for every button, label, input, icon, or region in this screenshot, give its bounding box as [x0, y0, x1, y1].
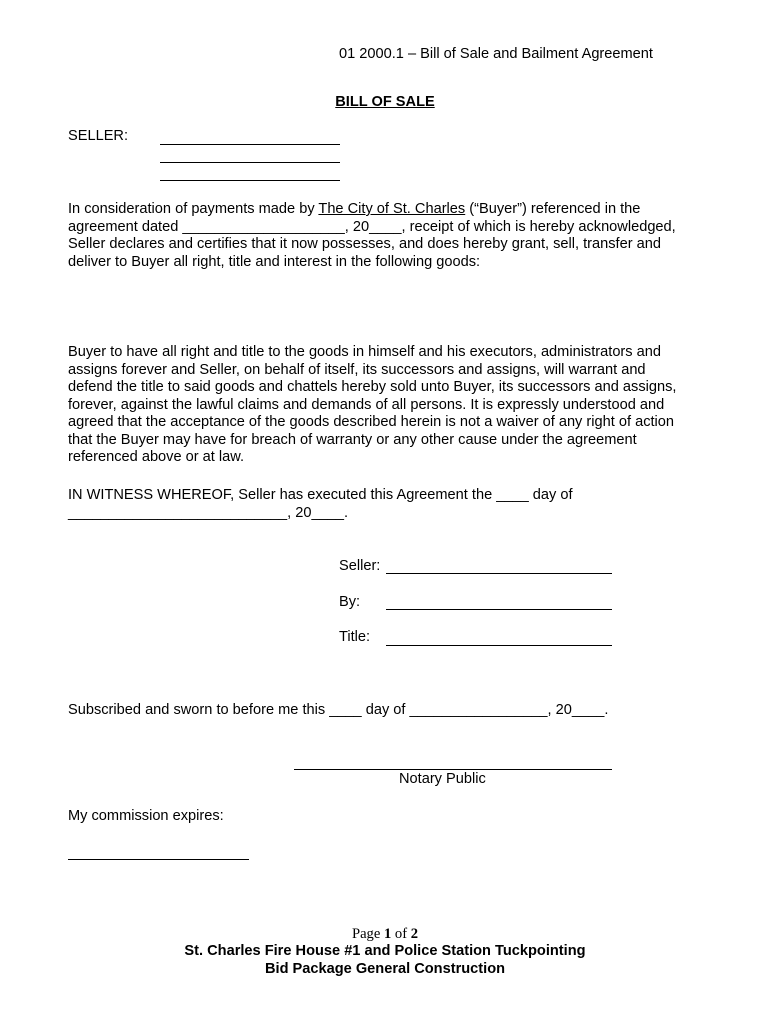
page-number: [0, 926, 770, 943]
notary-signature-line: [294, 769, 612, 770]
commission-label: My commission expires:: [68, 808, 224, 824]
paragraph-line: forever, against the lawful claims and demands of all persons. It is expressly understood and: [68, 396, 665, 413]
paragraph-line: [68, 201, 708, 219]
page-prefix: Page: [351, 926, 384, 942]
paragraph-text: (“Buyer”) referenced in the: [465, 201, 641, 217]
paragraph-text: In consideration of payments made by: [68, 201, 319, 217]
commission-line: [68, 859, 249, 860]
notary-label: Notary Public: [399, 771, 486, 787]
document-header: 01 2000.1 – Bill of Sale and Bailment Agreement: [339, 46, 653, 62]
footer-package-title: Bid Package General Construction: [264, 961, 506, 977]
signature-title-label: Title:: [339, 629, 371, 645]
paragraph-line: agreement dated ____________________, 20____, receipt of which is hereby acknowledged,: [68, 218, 676, 235]
paragraph-line: agreed that the acceptance of the goods described herein is not a waiver of any right of action: [68, 414, 675, 430]
paragraph-line: that the Buyer may have for breach of warranty or any other cause under the agreement: [68, 431, 637, 448]
page-current: 1: [383, 926, 392, 942]
subscribed-line: Subscribed and sworn to before me this ____ day of _________________, 20____.: [68, 702, 609, 718]
signature-title-line: [386, 645, 612, 646]
page-of: of: [391, 926, 411, 942]
paragraph-line: ___________________________, 20____.: [68, 504, 349, 521]
signature-by-label: By:: [339, 594, 361, 610]
paragraph-line: deliver to Buyer all right, title and interest in the following goods:: [68, 253, 481, 270]
seller-line-3: [160, 180, 340, 181]
warranty-paragraph: [68, 344, 708, 467]
seller-line-1: [160, 144, 340, 145]
signature-seller-line: [386, 573, 612, 574]
seller-line-2: [160, 162, 340, 163]
paragraph-line: referenced above or at law.: [68, 449, 245, 465]
witness-paragraph: [68, 487, 708, 522]
paragraph-line: Seller declares and certifies that it now possesses, and does hereby grant, sell, transfer and: [68, 236, 661, 252]
paragraph-line: IN WITNESS WHEREOF, Seller has executed this Agreement the ____ day of: [68, 487, 573, 503]
buyer-name: The City of St. Charles: [318, 201, 466, 217]
page-total: 2: [410, 926, 419, 942]
signature-seller-label: Seller:: [339, 558, 381, 574]
paragraph-line: Buyer to have all right and title to the goods in himself and his executors, administrators and: [68, 344, 661, 360]
signature-by-line: [386, 609, 612, 610]
paragraph-line: assigns forever and Seller, on behalf of itself, its successors and assigns, will warrant and: [68, 361, 646, 378]
consideration-paragraph: [68, 201, 708, 271]
document-title: BILL OF SALE: [335, 94, 435, 110]
seller-label: SELLER:: [68, 128, 129, 144]
footer-project-title: St. Charles Fire House #1 and Police Station Tuckpointing: [184, 943, 586, 959]
paragraph-line: defend the title to said goods and chattels hereby sold unto Buyer, its successors and assigns,: [68, 379, 677, 395]
